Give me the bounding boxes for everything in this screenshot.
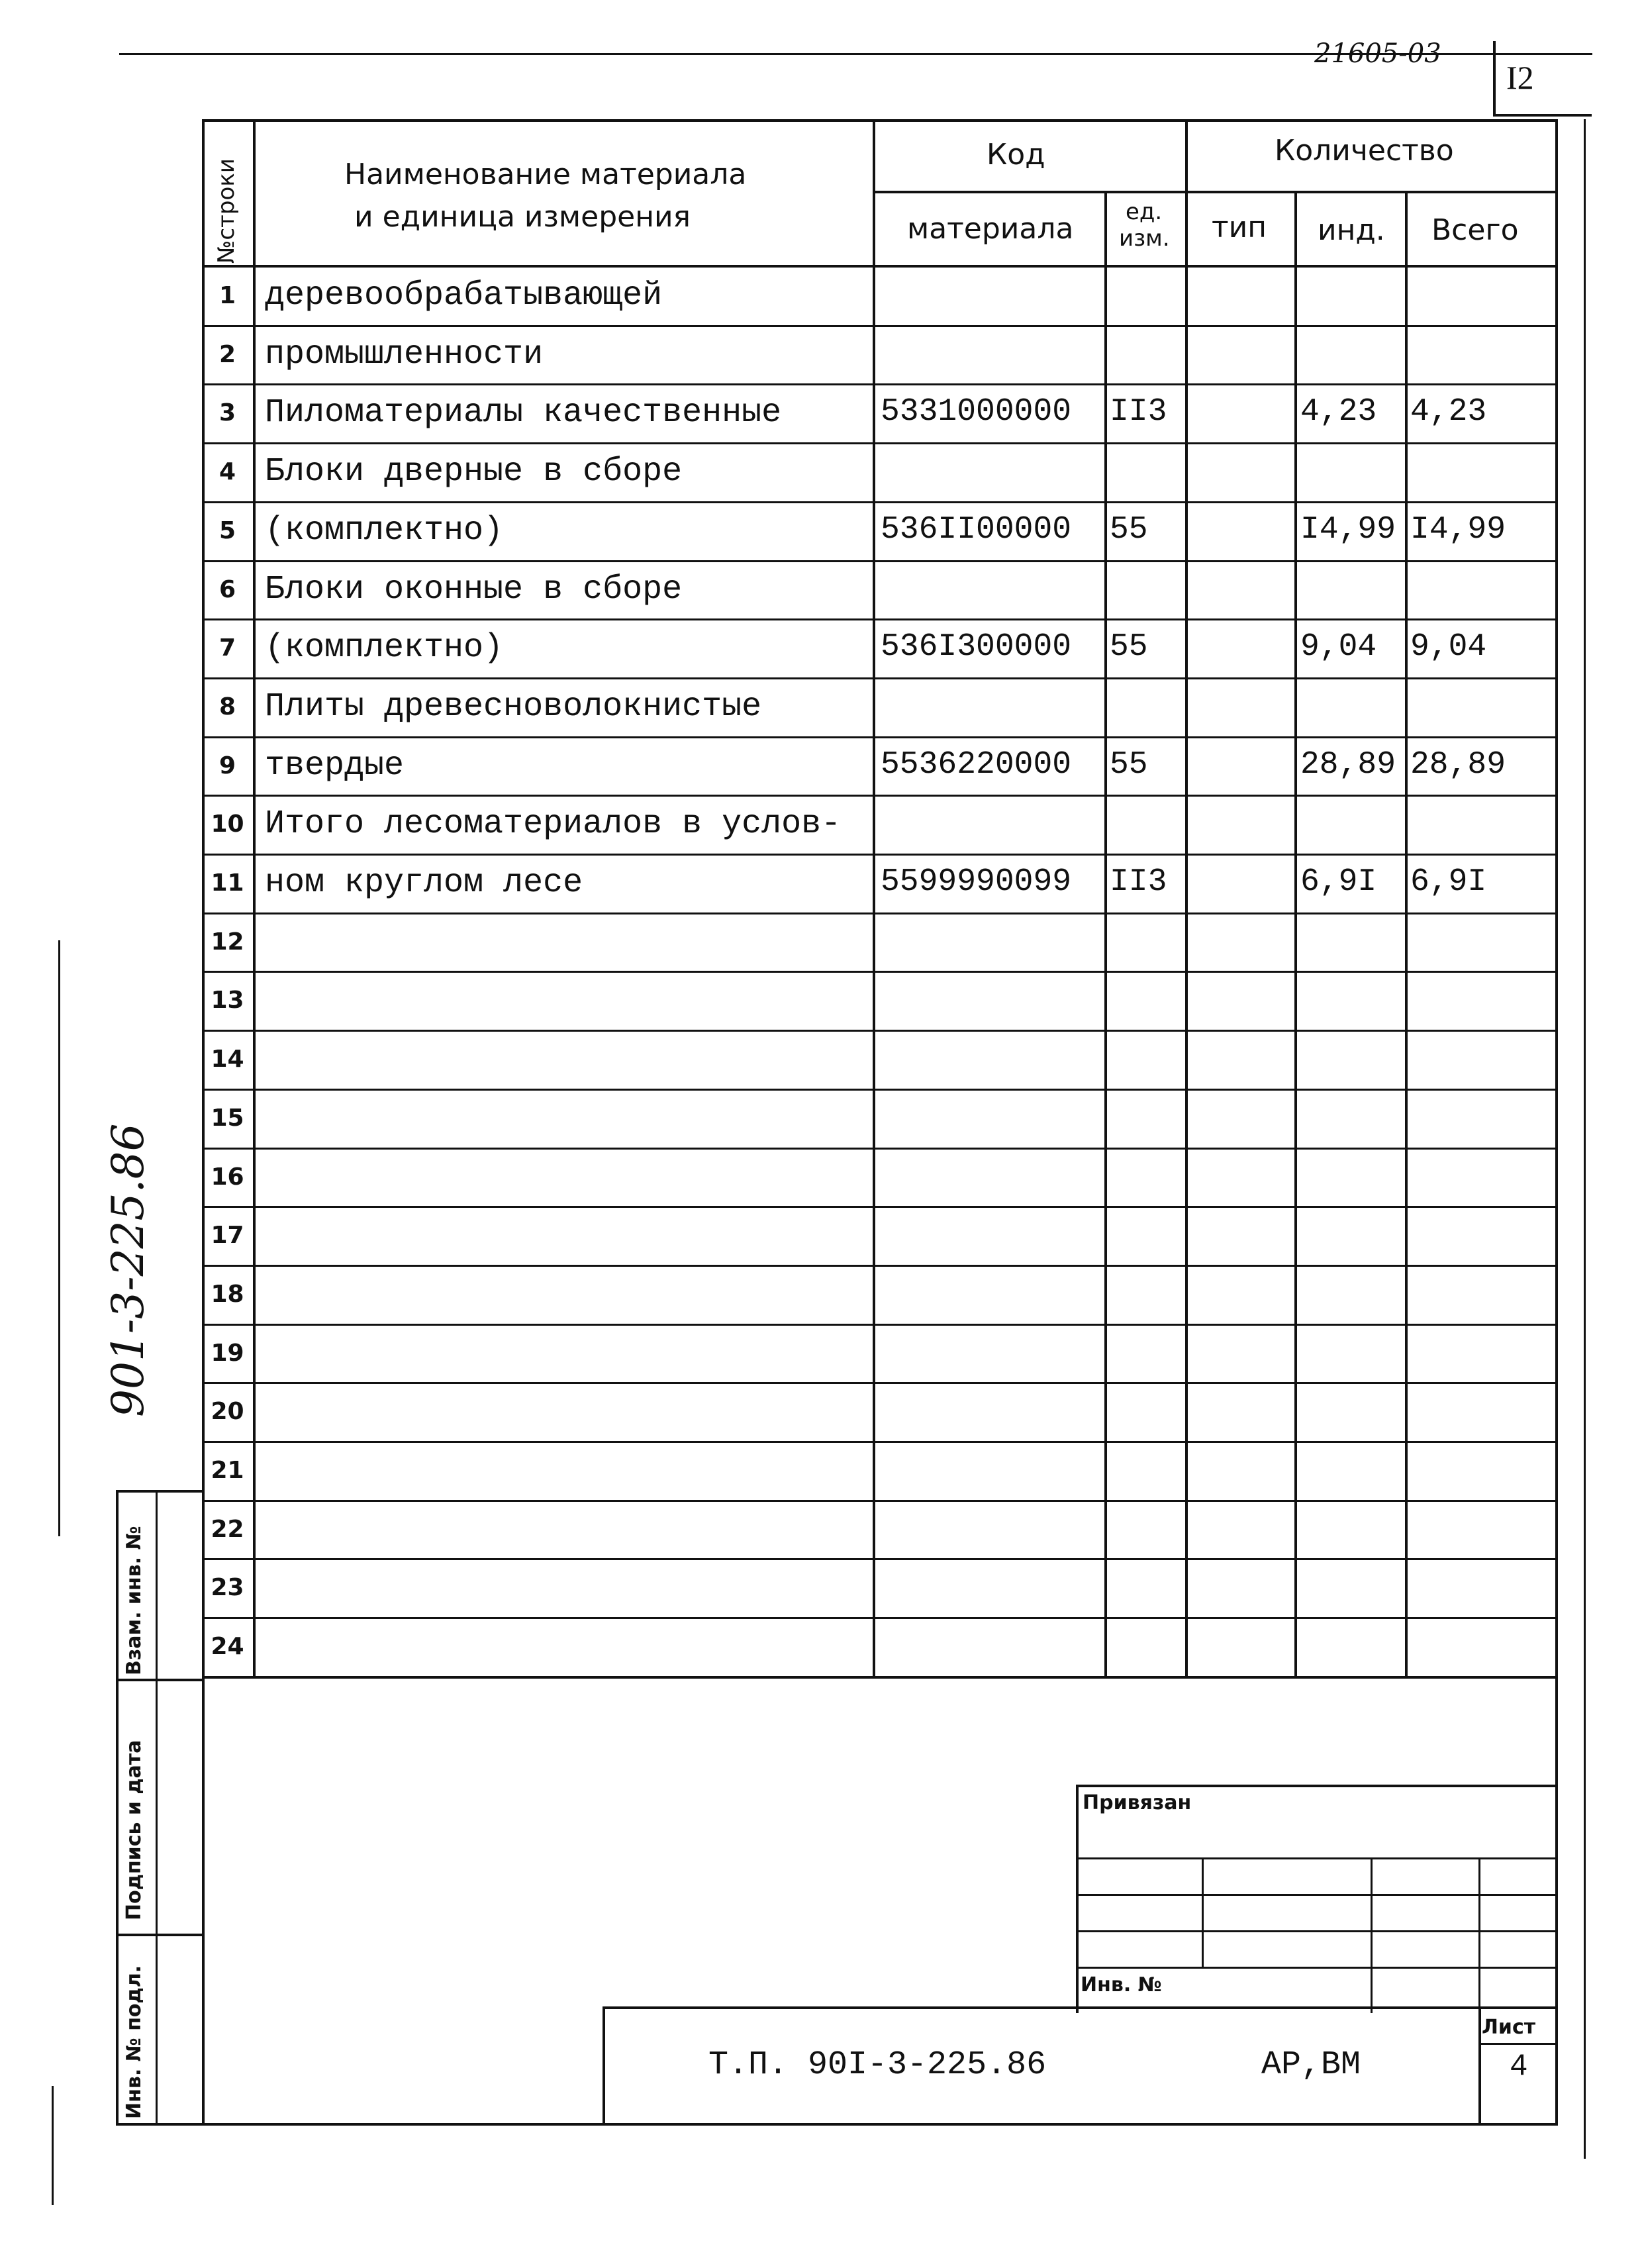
- row-divider: [202, 854, 1558, 856]
- cell-n: 14: [211, 1046, 244, 1073]
- cell-n: 11: [211, 869, 244, 897]
- cell-ind: I4,99: [1300, 511, 1396, 548]
- cell-n: 20: [211, 1398, 244, 1426]
- col-line-1: [253, 119, 256, 1679]
- inv-no-label: Инв. №: [1081, 1973, 1162, 1997]
- total-header: Всего: [1431, 213, 1519, 247]
- col-line-6: [1405, 192, 1408, 1679]
- cell-n: 19: [211, 1339, 244, 1367]
- material-header: материала: [907, 212, 1074, 246]
- cell-n: 2: [218, 340, 236, 368]
- cell-code: 536I300000: [881, 629, 1072, 666]
- cell-total: I4,99: [1410, 511, 1506, 548]
- cell-ind: 4,23: [1300, 394, 1377, 430]
- cell-n: 8: [218, 693, 236, 720]
- row-divider: [202, 1324, 1558, 1326]
- row-divider: [202, 442, 1558, 444]
- cell-code: 5331000000: [881, 394, 1072, 430]
- sheet-number: 4: [1510, 2049, 1528, 2084]
- cell-code: 536II00000: [881, 511, 1072, 548]
- stamp-vline-1: [1202, 1857, 1204, 1967]
- cell-name: деревообрабатывающей: [265, 277, 663, 315]
- cell-name: Блоки оконные в сборе: [265, 570, 683, 609]
- cell-ind: 9,04: [1300, 629, 1377, 666]
- cell-unit: 55: [1110, 629, 1148, 666]
- header-split-line: [873, 191, 1558, 193]
- title-sheet-divider: [1478, 2006, 1481, 2126]
- section: АР,ВМ: [1261, 2046, 1361, 2084]
- unit-header-line1: ед.: [1126, 199, 1163, 225]
- row-no-header: №строки: [213, 158, 240, 264]
- cell-total: 28,89: [1410, 746, 1506, 783]
- podpis-label: Подпись и дата: [122, 1740, 146, 1920]
- cell-name: (комплектно): [265, 629, 504, 667]
- col-line-5: [1294, 192, 1297, 1679]
- cell-unit: 55: [1110, 511, 1148, 548]
- cell-name: Блоки дверные в сборе: [265, 453, 683, 491]
- side-strip-divider: [156, 1490, 158, 2126]
- cell-n: 23: [211, 1574, 244, 1602]
- stamp-vline-3: [1478, 1857, 1480, 2013]
- row-divider: [202, 383, 1558, 385]
- cell-n: 4: [218, 458, 236, 486]
- cell-n: 24: [211, 1633, 244, 1661]
- cell-n: 9: [218, 752, 236, 779]
- cell-n: 13: [211, 987, 244, 1014]
- row-divider: [202, 1441, 1558, 1443]
- row-divider: [202, 736, 1558, 738]
- row-divider: [202, 501, 1558, 503]
- name-header-line2: и единица измерения: [354, 200, 691, 234]
- row-divider: [202, 912, 1558, 914]
- sheet-label: Лист: [1482, 2016, 1536, 2039]
- row-divider: [202, 325, 1558, 327]
- row-divider: [202, 1500, 1558, 1502]
- ind-header: инд.: [1318, 213, 1385, 247]
- stamp-line-1: [1076, 1857, 1558, 1859]
- quantity-header: Количество: [1275, 134, 1454, 168]
- title-sheet-line: [1478, 2043, 1558, 2045]
- cell-name: ном круглом лесе: [265, 864, 583, 902]
- cell-name: Плиты древесноволокнистые: [265, 687, 762, 726]
- row-divider: [202, 1089, 1558, 1091]
- row-divider: [202, 1148, 1558, 1150]
- row-divider: [202, 618, 1558, 620]
- cell-n: 1: [218, 282, 236, 309]
- doc-code-handwritten: 21605-03: [1314, 38, 1441, 69]
- inv-podl-label: Инв. № подл.: [122, 1965, 146, 2119]
- row-divider: [202, 677, 1558, 679]
- cell-total: 6,9I: [1410, 864, 1487, 900]
- cell-n: 16: [211, 1163, 244, 1191]
- vzam-inv-label: Взам. инв. №: [122, 1526, 146, 1675]
- cell-n: 3: [218, 399, 236, 427]
- stamp-line-2: [1076, 1894, 1558, 1896]
- cell-n: 10: [211, 811, 244, 838]
- cell-n: 6: [218, 575, 236, 603]
- stamp-line-3: [1076, 1930, 1558, 1932]
- side-left-mark-bottom: [52, 2086, 54, 2205]
- unit-header-line2: изм.: [1119, 225, 1170, 252]
- row-divider: [202, 1030, 1558, 1032]
- col-line-4: [1185, 119, 1188, 1679]
- side-left-mark: [58, 940, 60, 1536]
- cell-total: 9,04: [1410, 629, 1487, 666]
- row-divider: [202, 795, 1558, 797]
- code-header: Код: [987, 138, 1045, 172]
- cell-unit: II3: [1110, 394, 1167, 430]
- designation: Т.П. 90I-3-225.86: [708, 2046, 1047, 2084]
- row-divider: [202, 1206, 1558, 1208]
- row-divider: [202, 1382, 1558, 1384]
- stamp-vline-2: [1371, 1857, 1373, 2013]
- col-line-3: [1104, 192, 1107, 1679]
- page-number: I2: [1506, 59, 1534, 96]
- cell-n: 17: [211, 1222, 244, 1250]
- cell-code: 5536220000: [881, 746, 1072, 783]
- side-handwritten-code: 901-3-225.86: [103, 1123, 154, 1417]
- cell-code: 5599990099: [881, 864, 1072, 900]
- row-divider: [202, 1265, 1558, 1267]
- cell-unit: II3: [1110, 864, 1167, 900]
- col-line-2: [873, 119, 875, 1679]
- cell-ind: 6,9I: [1300, 864, 1377, 900]
- type-header: тип: [1212, 211, 1267, 244]
- row-divider: [202, 1617, 1558, 1619]
- header-bottom-line: [202, 265, 1558, 268]
- row-divider: [202, 1558, 1558, 1560]
- side-strip-line-2: [116, 1934, 203, 1936]
- cell-n: 5: [218, 517, 236, 544]
- cell-n: 18: [211, 1280, 244, 1308]
- cell-n: 21: [211, 1457, 244, 1484]
- stamp-line-4: [1076, 1967, 1558, 1969]
- cell-unit: 55: [1110, 746, 1148, 783]
- cell-name: Итого лесоматериалов в услов-: [265, 805, 842, 844]
- cell-ind: 28,89: [1300, 746, 1396, 783]
- privyazan-label: Привязан: [1083, 1791, 1192, 1814]
- row-divider: [202, 560, 1558, 562]
- cell-n: 7: [218, 634, 236, 662]
- name-header-line1: Наименование материала: [344, 158, 747, 191]
- cell-name: промышленности: [265, 335, 544, 373]
- cell-name: Пиломатериалы качественные: [265, 394, 782, 432]
- cell-n: 22: [211, 1515, 244, 1543]
- right-edge-mark: [1584, 119, 1586, 2159]
- cell-name: (комплектно): [265, 511, 504, 550]
- side-strip-line-1: [116, 1679, 203, 1681]
- cell-total: 4,23: [1410, 394, 1487, 430]
- cell-n: 15: [211, 1104, 244, 1132]
- cell-n: 12: [211, 928, 244, 956]
- cell-name: твердые: [265, 746, 405, 785]
- row-divider: [202, 971, 1558, 973]
